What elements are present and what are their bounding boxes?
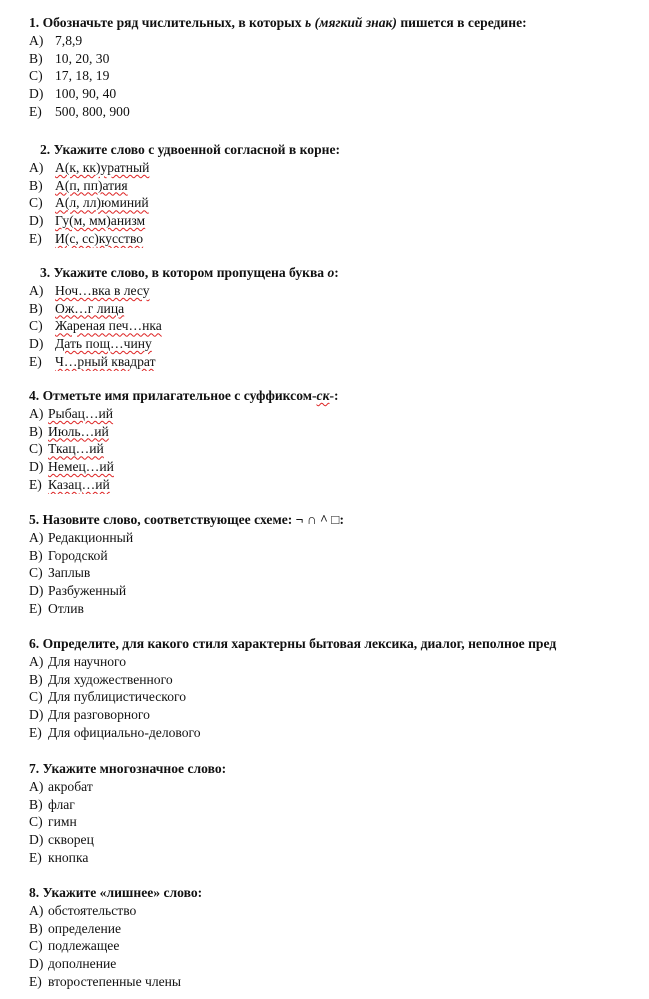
option-letter: D) (29, 707, 44, 723)
question-2 (29, 141, 649, 248)
question-8-option-d[interactable] (29, 955, 649, 973)
option-text: гимн (48, 814, 77, 830)
option-letter: C) (29, 195, 43, 211)
option-text: Рыбац…ий (48, 405, 114, 421)
question-3-option-b[interactable] (29, 300, 649, 318)
option-letter: D) (29, 956, 44, 972)
option-letter: C) (29, 689, 43, 705)
option-text: Ож…г лица (55, 300, 125, 316)
question-2-option-b[interactable] (29, 177, 649, 195)
option-letter: A) (29, 32, 44, 48)
question-4-title-emphasis: ск (316, 388, 330, 403)
option-letter: E) (29, 600, 42, 616)
option-text: Для научного (48, 653, 127, 669)
question-8 (29, 884, 649, 991)
option-text: 100, 90, 40 (55, 86, 117, 102)
option-letter: B) (29, 671, 43, 687)
option-text: 500, 800, 900 (55, 103, 130, 119)
option-letter: B) (29, 796, 43, 812)
option-text: 7,8,9 (55, 32, 83, 48)
option-text: дополнение (48, 956, 117, 972)
option-text: Для официально-делового (48, 724, 201, 740)
question-4 (29, 387, 649, 494)
option-letter: E) (29, 230, 42, 246)
option-text: второстепенные члены (48, 973, 182, 989)
option-text: Немец…ий (48, 459, 114, 475)
question-5 (29, 511, 649, 618)
option-letter: C) (29, 938, 43, 954)
option-text: флаг (48, 796, 75, 812)
option-letter: C) (29, 441, 43, 457)
question-6-option-b[interactable] (29, 671, 649, 689)
option-text: Разбуженный (48, 583, 127, 599)
option-letter: A) (29, 405, 44, 421)
option-letter: B) (29, 547, 43, 563)
option-letter: E) (29, 476, 42, 492)
question-5-option-e[interactable] (29, 600, 649, 618)
question-1-title-emphasis: ь (мягкий знак) (305, 15, 397, 30)
option-letter: D) (29, 832, 44, 848)
question-7-option-d[interactable] (29, 831, 649, 849)
question-2-title: 2. Укажите слово с удвоенной согласной в корне: (40, 142, 341, 157)
option-text: скворец (48, 832, 94, 848)
option-letter: C) (29, 318, 43, 334)
option-letter: D) (29, 86, 44, 102)
question-1-option-c[interactable] (29, 67, 649, 85)
option-letter: D) (29, 583, 44, 599)
option-letter: A) (29, 902, 44, 918)
question-4-option-c[interactable] (29, 440, 649, 458)
question-2-option-c[interactable] (29, 194, 649, 212)
question-2-option-e[interactable] (29, 230, 649, 248)
question-5-option-a[interactable] (29, 529, 649, 547)
option-text: Ч…рный квадрат (55, 353, 156, 369)
question-5-option-b[interactable] (29, 547, 649, 565)
question-1-option-b[interactable] (29, 50, 649, 68)
option-letter: E) (29, 103, 42, 119)
option-text: Отлив (48, 600, 84, 616)
question-3-option-a[interactable] (29, 282, 649, 300)
option-letter: D) (29, 336, 44, 352)
option-text: Для разговорного (48, 707, 150, 723)
question-7-option-c[interactable] (29, 813, 649, 831)
option-letter: D) (29, 213, 44, 229)
option-letter: E) (29, 849, 42, 865)
question-2-option-d[interactable] (29, 212, 649, 230)
option-text: Дать пощ…чину (55, 336, 152, 352)
question-4-title (29, 387, 649, 405)
question-3 (29, 264, 649, 371)
option-text: Гу(м, мм)анизм (55, 213, 146, 229)
question-8-title: 8. Укажите «лишнее» слово: (29, 885, 203, 900)
question-7-title: 7. Укажите многозначное слово: (29, 761, 227, 776)
question-7 (29, 760, 649, 867)
option-text: И(с, сс)кусство (55, 230, 144, 246)
question-3-title-text: 3. Укажите слово, в котором пропущена буква (40, 265, 328, 280)
option-text: определение (48, 920, 122, 936)
question-6-title: 6. Определите, для какого стиля характерны бытовая лексика, диалог, неполное пред (29, 636, 557, 651)
option-letter: B) (29, 423, 43, 439)
question-6-option-c[interactable] (29, 688, 649, 706)
question-6 (29, 635, 649, 742)
question-7-option-e[interactable] (29, 849, 649, 867)
question-1 (29, 14, 649, 121)
question-3-title (29, 264, 649, 282)
option-text: акробат (48, 778, 93, 794)
option-letter: C) (29, 68, 43, 84)
option-letter: A) (29, 529, 44, 545)
question-6-option-d[interactable] (29, 706, 649, 724)
option-letter: E) (29, 973, 42, 989)
option-text: Для публицистического (48, 689, 187, 705)
option-letter: E) (29, 353, 42, 369)
option-text: 17, 18, 19 (55, 68, 110, 84)
question-4-option-d[interactable] (29, 458, 649, 476)
option-text: обстоятельство (48, 902, 137, 918)
option-letter: C) (29, 814, 43, 830)
question-3-option-d[interactable] (29, 335, 649, 353)
question-6-option-e[interactable] (29, 724, 649, 742)
question-1-title (29, 14, 649, 32)
option-letter: C) (29, 565, 43, 581)
question-5-title: 5. Назовите слово, соответствующее схеме: ¬ ∩ ^ □: (29, 512, 345, 527)
option-text: Для художественного (48, 671, 173, 687)
question-4-option-e[interactable] (29, 476, 649, 494)
question-3-title-emphasis: о (327, 265, 335, 280)
question-6-option-a[interactable] (29, 653, 649, 671)
question-8-option-b[interactable] (29, 920, 649, 938)
option-text: Казац…ий (48, 476, 110, 492)
question-8-option-e[interactable] (29, 973, 649, 991)
option-text: Июль…ий (48, 423, 109, 439)
question-3-title-end: : (334, 265, 339, 280)
question-3-option-c[interactable] (29, 317, 649, 335)
option-letter: B) (29, 300, 43, 316)
option-text: Редакционный (48, 529, 134, 545)
option-text: Ткац…ий (48, 441, 104, 457)
option-text: А(п, пп)атия (55, 177, 128, 193)
option-text: Жареная печ…нка (55, 318, 162, 334)
option-letter: E) (29, 724, 42, 740)
question-1-title-end: пишется в середине: (396, 15, 527, 30)
question-8-option-c[interactable] (29, 937, 649, 955)
question-5-option-c[interactable] (29, 564, 649, 582)
option-text: подлежащее (48, 938, 120, 954)
option-text: А(л, лл)юминий (55, 195, 149, 211)
option-letter: B) (29, 177, 43, 193)
option-text: кнопка (48, 849, 89, 865)
option-letter: A) (29, 159, 44, 175)
question-4-option-a[interactable] (29, 405, 649, 423)
question-8-option-a[interactable] (29, 902, 649, 920)
question-4-option-b[interactable] (29, 423, 649, 441)
option-text: 10, 20, 30 (55, 50, 110, 66)
option-text: Ноч…вка в лесу (55, 282, 150, 298)
question-1-title-text: 1. Обозначьте ряд числительных, в которых (29, 15, 305, 30)
option-letter: B) (29, 50, 43, 66)
option-letter: A) (29, 653, 44, 669)
question-1-option-d[interactable] (29, 85, 649, 103)
question-5-option-d[interactable] (29, 582, 649, 600)
question-1-option-e[interactable] (29, 103, 649, 121)
option-text: Городской (48, 547, 108, 563)
option-text: А(к, кк)уратный (55, 159, 150, 175)
question-7-option-b[interactable] (29, 796, 649, 814)
option-text: Заплыв (48, 565, 91, 581)
question-4-title-end: -: (329, 388, 339, 403)
option-letter: A) (29, 282, 44, 298)
option-letter: B) (29, 920, 43, 936)
question-3-option-e[interactable] (29, 353, 649, 371)
question-1-option-a[interactable] (29, 32, 649, 50)
question-2-option-a[interactable] (29, 159, 649, 177)
option-letter: D) (29, 459, 44, 475)
question-4-title-text: 4. Отметьте имя прилагательное с суффиксом- (29, 388, 317, 403)
question-7-option-a[interactable] (29, 778, 649, 796)
option-letter: A) (29, 778, 44, 794)
